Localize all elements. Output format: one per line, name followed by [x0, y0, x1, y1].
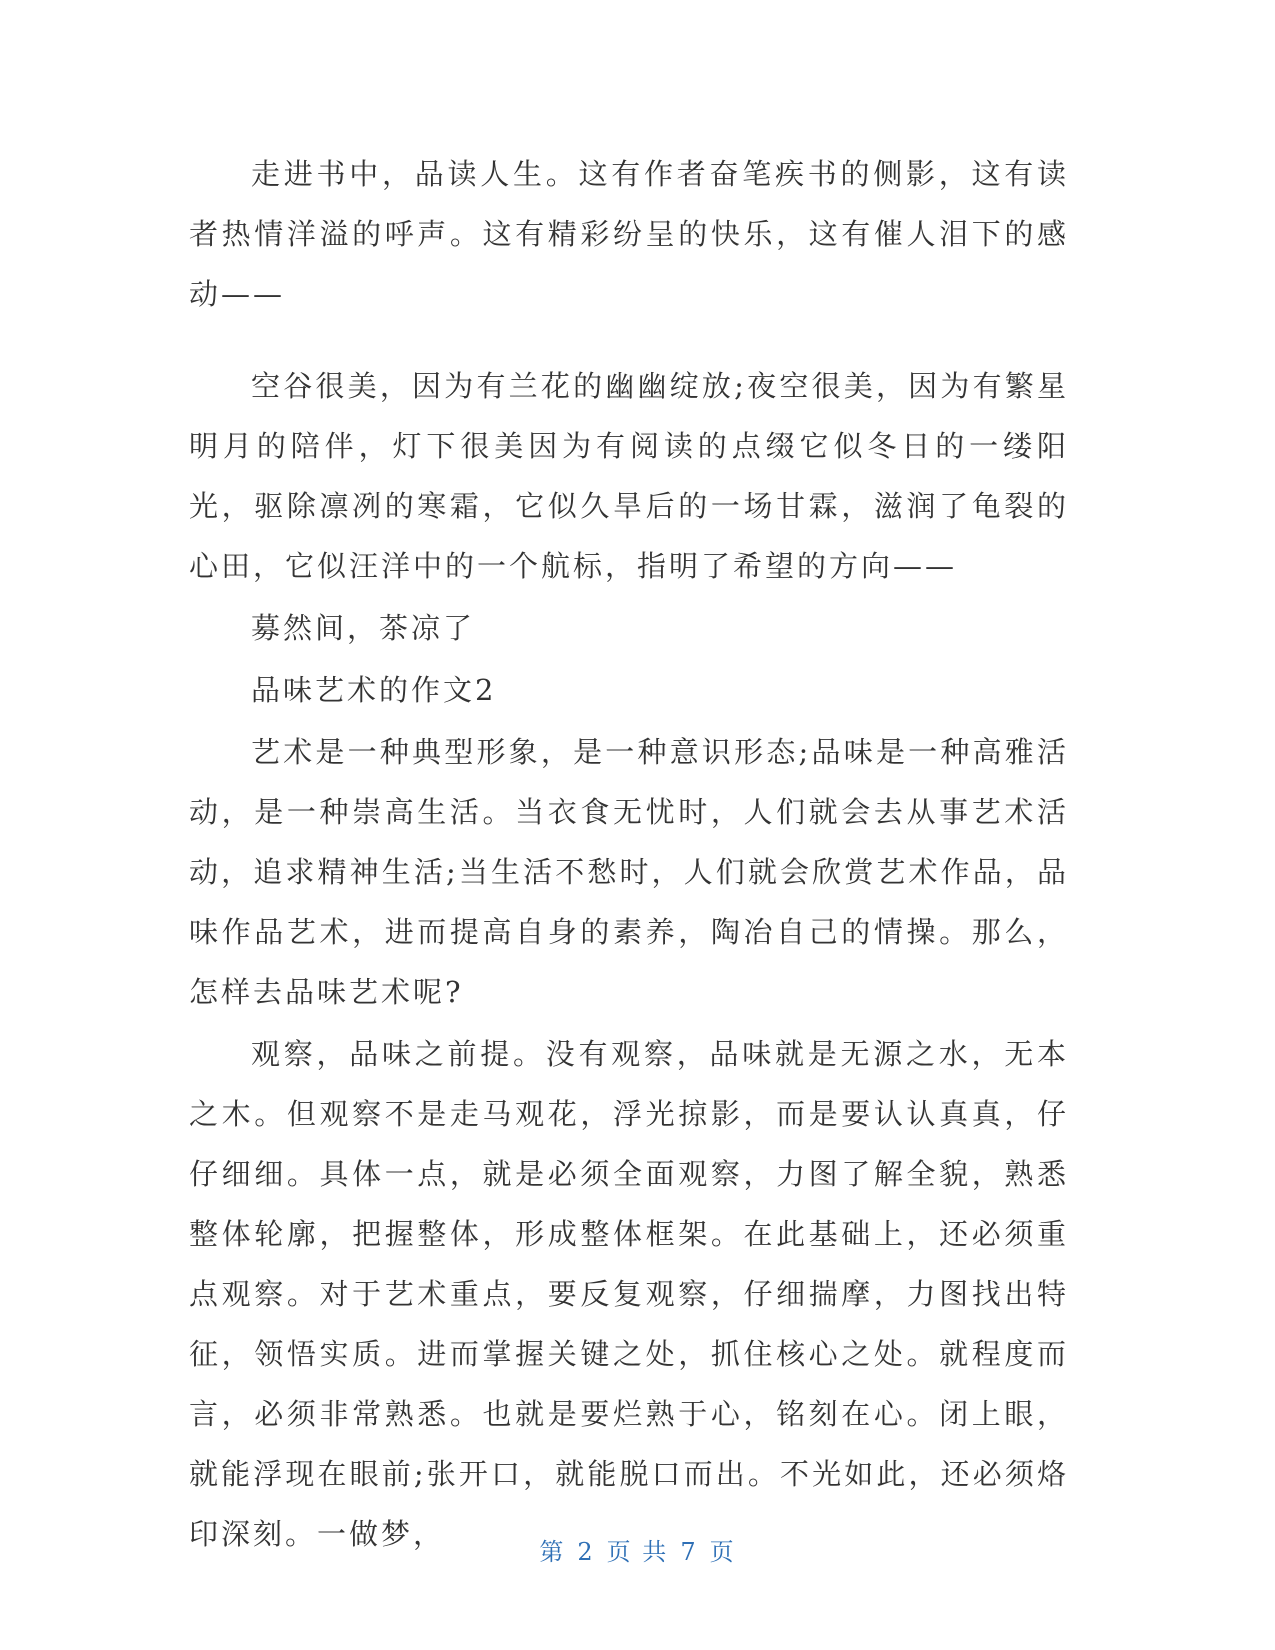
document-body: [189, 144, 1069, 1564]
paragraph-beauty: 空谷很美，因为有兰花的幽幽绽放;夜空很美，因为有繁星明月的陪伴，灯下很美因为有阅读的点缀它似冬日的一缕阳光，驱除凛冽的寒霜，它似久旱后的一场甘霖，滋润了龟裂的心田，它似汪洋中的一个航标，指明了希望的方向——: [189, 369, 1069, 583]
paragraph-reading-life: 走进书中，品读人生。这有作者奋笔疾书的侧影，这有读者热情洋溢的呼声。这有精彩纷呈的快乐，这有催人泪下的感动——: [189, 157, 1069, 311]
page-footer: [0, 1532, 1275, 1567]
footer-page-number: 2: [577, 1538, 595, 1566]
footer-middle: 页 共: [606, 1538, 669, 1566]
paragraph-tea-cold: 募然间，茶凉了: [251, 611, 476, 645]
section-heading: 品味艺术的作文2: [251, 673, 497, 707]
paragraph-art-intro: 艺术是一种典型形象，是一种意识形态;品味是一种高雅活动，是一种崇高生活。当衣食无忧时，人们就会去从事艺术活动，追求精神生活;当生活不愁时，人们就会欣赏艺术作品，品味作品艺术，进而提高自身的素养，陶冶自己的情操。那么，怎样去品味艺术呢?: [189, 735, 1069, 1009]
footer-total-pages: 7: [680, 1538, 698, 1566]
footer-suffix: 页: [709, 1538, 736, 1566]
paragraph-observation: 观察，品味之前提。没有观察，品味就是无源之水，无本之木。但观察不是走马观花，浮光掠影，而是要认认真真，仔仔细细。具体一点，就是必须全面观察，力图了解全貌，熟悉整体轮廓，把握整体，形成整体框架。在此基础上，还必须重点观察。对于艺术重点，要反复观察，仔细揣摩，力图找出特征，领悟实质。进而掌握关键之处，抓住核心之处。就程度而言，必须非常熟悉。也就是要烂熟于心，铭刻在心。闭上眼，就能浮现在眼前;张开口，就能脱口而出。不光如此，还必须烙印深刻。一做梦，: [189, 1037, 1069, 1551]
footer-prefix: 第: [539, 1538, 566, 1566]
